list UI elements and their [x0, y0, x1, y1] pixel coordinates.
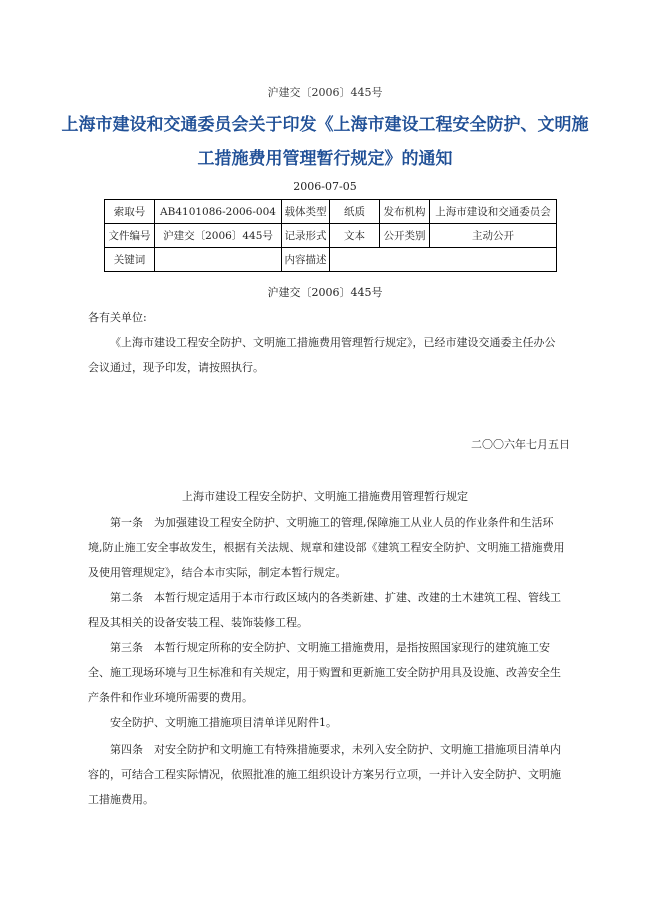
meta-value-disclosure: 主动公开	[430, 224, 557, 248]
doc-number-top: 沪建交〔2006〕445号	[267, 86, 383, 99]
article-3: 第三条 本暂行规定所称的安全防护、文明施工措施费用，是指按照国家现行的建筑施工安全、施工现场环境与卫生标准和有关规定，用于购置和更新施工安全防护用具及设施、改善安全生产条件和作业环境所需要的费用。	[88, 641, 561, 704]
table-row	[105, 248, 557, 272]
meta-label-keywords: 关键词	[105, 248, 155, 272]
page-title: 上海市建设和交通委员会关于印发《上海市建设工程安全防护、文明施工措施费用管理暂行规定》的通知	[61, 115, 589, 169]
article-2: 第二条 本暂行规定适用于本市行政区域内的各类新建、扩建、改建的土木建筑工程、管线工程及其相关的设备安装工程、装饰装修工程。	[88, 591, 561, 629]
meta-label-disclosure: 公开类别	[380, 224, 430, 248]
meta-label-carrier: 载体类型	[282, 200, 330, 224]
meta-value-carrier: 纸质	[330, 200, 380, 224]
meta-label-index: 索取号	[105, 200, 155, 224]
intro-paragraph: 《上海市建设工程安全防护、文明施工措施费用管理暂行规定》，已经市建设交通委主任办公会议通过，现予印发，请按照执行。	[88, 336, 556, 374]
table-row	[105, 200, 557, 224]
meta-value-keywords	[155, 248, 282, 272]
meta-value-publisher: 上海市建设和交通委员会	[430, 200, 557, 224]
sign-date: 二〇〇六年七月五日	[471, 438, 570, 451]
meta-table	[104, 199, 557, 272]
meta-label-record-form: 记录形式	[282, 224, 330, 248]
article-4: 第四条 对安全防护和文明施工有特殊措施要求，未列入安全防护、文明施工措施项目清单内容的，可结合工程实际情况，依照批准的施工组织设计方案另行立项，一并计入安全防护、文明施工措施费用。	[88, 743, 561, 806]
article-3-note: 安全防护、文明施工措施项目清单详见附件1。	[110, 716, 337, 729]
meta-value-description	[330, 248, 557, 272]
meta-label-publisher: 发布机构	[380, 200, 430, 224]
regulation-title: 上海市建设工程安全防护、文明施工措施费用管理暂行规定	[182, 490, 468, 503]
publish-date: 2006-07-05	[293, 180, 357, 193]
table-row	[105, 224, 557, 248]
meta-value-record-form: 文本	[330, 224, 380, 248]
salutation: 各有关单位:	[88, 311, 147, 324]
meta-label-description: 内容描述	[282, 248, 330, 272]
article-1: 第一条 为加强建设工程安全防护、文明施工的管理,保障施工从业人员的作业条件和生活环境,防止施工安全事故发生，根据有关法规、规章和建设部《建筑工程安全防护、文明施工措施费用及使用管理规定》，结合本市实际，制定本暂行规定。	[88, 516, 565, 579]
meta-label-doc-number: 文件编号	[105, 224, 155, 248]
meta-value-doc-number: 沪建交〔2006〕445号	[155, 224, 282, 248]
meta-value-index: AB4101086-2006-004	[155, 200, 282, 224]
doc-number-body: 沪建交〔2006〕445号	[267, 286, 383, 299]
